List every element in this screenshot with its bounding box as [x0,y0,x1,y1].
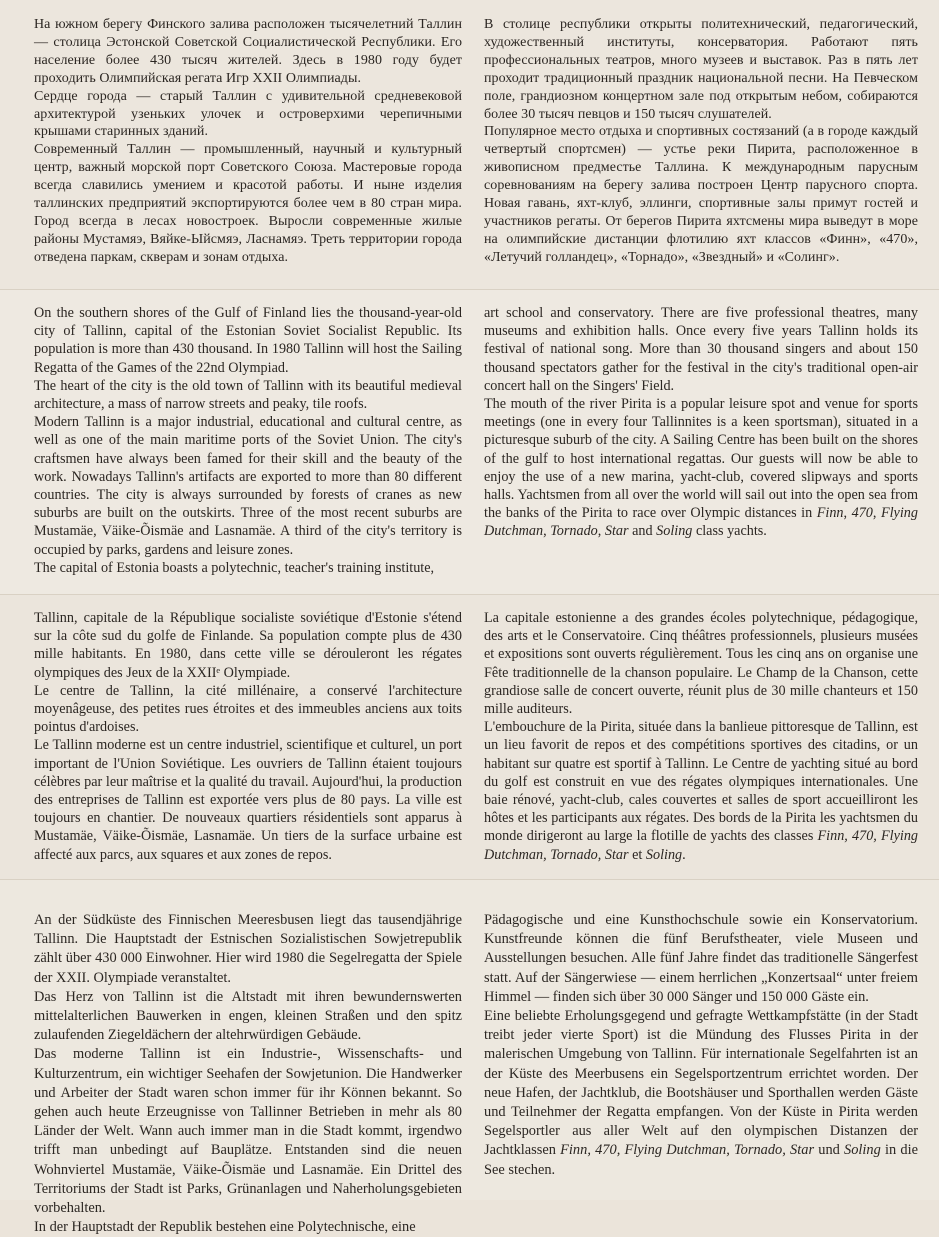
de-paragraph: An der Südküste des Finnischen Meeresbusen liegt das tausendjährige Tallinn. Die Hauptstadt der Estnischen Sozialistischen Sowjetrepublik zählt über 430 000 Einwohner. Hier wird 1980 die Segelregatta der Spiele der XXII. Olympiade veranstaltet. [34,912,462,986]
separator: , [597,523,605,540]
english-section [0,290,939,595]
yacht-class: Tornado [550,523,598,540]
ru-paragraph: Современный Таллин — промышленный, научный и культурный центр, важный морской порт Советского Союза. Мастеровые города всегда славились умением и красотой работы. И ныне изделия таллинских предприятий экспортируются более чем в 80 стран мира. Город всегда в лесах новостроек. Выросли современные жилые районы Мустамяэ, Вяйке-Ыйсмяэ, Ласнамяэ. Треть территории города отведена паркам, скверам и зонам отдыха. [34,142,462,265]
yacht-class: Soling [844,1142,881,1159]
yacht-class: Soling [656,523,693,540]
sentence-end: in die See stechen. [484,1142,918,1178]
ru-paragraph: Сердце города — старый Таллин с удивительной средневековой архитектурой узеньких улочек и островерхими черепичными крышами старинных зданий. [34,88,462,140]
de-paragraph: In der Hauptstadt der Republik bestehen eine Polytechnische, eine [34,1219,416,1236]
ru-paragraph: На южном берегу Финского залива расположен тысячелетний Таллин — столица Эстонской Советской Социалистической Республики. Его население более 430 тысяч жителей. Здесь в 1980 году будет проходить Олимпийская регата Игр XXII Олимпиады. [34,17,462,86]
fr-paragraph: Tallinn, capitale de la République socialiste soviétique d'Estonie s'étend sur la côte sud du golfe de Finlande. Sa population compte plus de 430 mille habitants. En 1980, dans cette ville se dérouleront les régates olympiques des Jeux de la XXIIᵉ Olympiade. [34,610,462,681]
en-paragraph: Modern Tallinn is a major industrial, educational and cultural centre, as well as one of the main maritime ports of the Soviet Union. The city's craftsmen have always been famed for their skill and the beauty of the work. Nowadays Tallinn's artifacts are exported to more than 80 different countries. The city is always surrounded by forests of cranes as new suburbs are built on the outskirts. Three of the most recent suburbs are Mustamäe, Väike-Õismäe and Lasnamäe. A third of the city's territory is occupied by parks, gardens and leisure zones. [34,414,462,558]
fr-paragraph: Le centre de Tallinn, la cité millénaire, a conservé l'architecture moyenâgeuse, des petites rues étroites et des immeubles anciens aux toits pointus d'ardoises. [34,682,462,736]
en-paragraph: On the southern shores of the Gulf of Finland lies the thousand-year-old city of Tallinn, capital of the Estonian Soviet Socialist Republic. Its population is more than 430 thousand. In 1980 Tallinn will host the Sailing Regatta of the Games of the 22nd Olympiad. [34,305,462,376]
russian-left-column [34,16,462,267]
fr-paragraph [484,718,918,864]
ru-paragraph: Популярное место отдыха и спортивных состязаний (а в городе каждый четвертый спортсмен) — устье реки Пирита, расположенное в живописном предместье Таллина. К международным парусным соревнованиям на берегу залива построен Центр парусного спорта. Новая гавань, яхт-клуб, эллинги, спортивные залы примут гостей и участников регаты. От берегов Пирита яхтсмены мира выведут в море на олимпийские дистанции флотилию яхт классов «Финн», «470», «Летучий голландец», «Торнадо», «Звездный» и «Солинг». [484,124,918,265]
french-left-column [34,609,462,864]
french-section [0,595,939,880]
english-left-column [34,304,462,577]
french-right-column [484,609,918,864]
fr-paragraph: Le Tallinn moderne est un centre industriel, scientifique et culturel, un port important de l'Union Soviétique. Les ouvriers de Tallinn étaient toujours célèbres par leur maîtrise et la qualité du travail. Aujourd'hui, la production des entreprises de Tallinn est exportée vers plus de 80 pays. La ville est toujours en chantier. De nouveaux quartiers résidentiels sont apparus à Mustamäe, Väike-Õismäe, Lasnamäe. Un tiers de la surface urbaine est affecté aux parcs, aux squares et aux zones de repos. [34,737,462,863]
german-section [0,880,939,1236]
separator: , [543,523,551,540]
russian-right-column [484,16,918,267]
yacht-class: Flying Dutchman [484,505,918,540]
yacht-class: Finn [816,505,844,522]
yacht-class: Soling [645,846,683,863]
english-right-column [484,304,918,541]
german-right-column [484,911,918,1180]
en-paragraph [484,395,918,541]
yacht-classes: Finn, 470, Flying Dutchman, Tornado, Star [484,828,919,863]
separator: , [843,505,852,522]
en-paragraph: The capital of Estonia boasts a polytechnic, teacher's training institute, [34,559,435,576]
sentence-end: . [682,846,686,863]
yacht-classes: Finn, 470, Flying Dutchman, Tornado, Star [560,1142,815,1159]
german-left-column [34,911,462,1237]
de-paragraph-text: Eine beliebte Erholungsgegend und gefragte Wettkampfstätte (in der Stadt treibt jeder vierte Sport) ist die Mündung des Flusses Pirita in der malerischen Umgebung von Tallinn. Für internationale Segelfahrten ist an der Küste des Meerbusens ein Segelsportzentrum errichtet worden. Der neue Hafen, der Jachtklub, die Bootshäuser und Sporthallen werden Gäste und Teilnehmer der Regatta empfangen. Von der Küste in Pirita werden Segelsportler aus aller Welt auf den olympischen Distanzen der Jachtklassen [484,1008,918,1159]
en-paragraph-text: The mouth of the river Pirita is a popular leisure spot and venue for sports meetings (one in every four Tallinnites is a keen sportsman), situated in a picturesque suburb of the city. A Sailing Centre has been built on the shores of the gulf to host international regattas. Our guests will now be able to enjoy the use of a new marina, yacht-club, covered slipways and sports halls. Yachtsmen from all over the world will sail out into the open sea from the banks of the Pirita to race over Olympic distances in [484,396,918,522]
conjunction: and [628,523,657,540]
yacht-class: Star [604,523,629,540]
sentence-end: class yachts. [692,523,767,540]
fr-paragraph-text: L'embouchure de la Pirita, située dans la banlieue pittoresque de Tallinn, est un lieu favorit de repos et des compétitions sportives des citadins, or un habitant sur quatre est sportif à Tallinn. Le Centre de yachting situé au bord du golf est construit en vue des régates olympiques internationales. Une baie rénové, yacht-club, cales couvertes et salles de sport accueilliront les hôtes et les participants aux régates. Des bords de la Pirita les yachtsmen du monde dirigeront au large la flotille de yachts des classes [484,719,918,845]
separator: , [872,505,881,522]
de-paragraph [484,1007,918,1180]
yacht-class: 470 [851,505,873,522]
conjunction: et [628,846,646,863]
en-paragraph: The heart of the city is the old town of Tallinn with its beautiful medieval architecture, a mass of narrow streets and peaky, tile roofs. [34,377,462,413]
en-paragraph: art school and conservatory. There are five professional theatres, many museums and exhibition halls. Once every five years Tallinn holds its festival of national song. More than 30 thousand singers and about 150 thousand spectators gather for the festival in the city's traditional open-air concert hall on the Singers' Field. [484,305,918,394]
de-paragraph: Pädagogische und eine Kunsthochschule sowie ein Konservatorium. Kunstfreunde können die fünf Berufstheater, viele Museen und Ausstellungen besuchen. Alle fünf Jahre findet das traditionelle Sängerfest statt. Auf der Sängerwiese — einem herrlichen „Konzertsaal“ unter freiem Himmel — finden sich über 30 000 Sänger und 150 000 Gäste ein. [484,912,918,1005]
ru-paragraph: В столице республики открыты политехнический, педагогический, художественный институты, консерватория. Работают пять профессиональных театров, много музеев и выставок. Раз в пять лет проходит традиционный праздник национальной песни. На Певческом поле, грандиозном концертном зале под открытым небом, собираются более 30 тысяч певцов и 150 тысяч слушателей. [484,17,918,122]
de-paragraph: Das Herz von Tallinn ist die Altstadt mit ihren bewundernswerten mittelalterlichen Bauwerken in engen, kleinen Straßen und den spitz zulaufenden Ziegeldächern der altehrwürdigen Gebäude. [34,988,462,1044]
russian-section [0,0,939,290]
fr-paragraph: La capitale estonienne a des grandes écoles polytechnique, pédagogique, des arts et le Conservatoire. Cinq théâtres professionnels, plusieurs musées et expositions sont ouverts régulièrement. Tous les cinq ans on organise une Fête traditionnelle de la chanson populaire. Le Champ de la Chanson, cette grandiose salle de concert ouverte, réunit plus de 30 mille chanteurs et 150 mille auditeurs. [484,610,918,718]
conjunction: und [814,1142,845,1159]
de-paragraph: Das moderne Tallinn ist ein Industrie-, Wissenschafts- und Kulturzentrum, ein wichtiger Seehafen der Sowjetunion. Die Handwerker und Arbeiter der Stadt waren schon immer für ihr Können bekannt. So gehen auch heute Erzeugnisse von Tallinner Betrieben in mehr als 80 Länder der Welt. Wann auch immer man in die Stadt kommt, irgendwo trifft man unbedingt auf Bauplätze. Entstanden sind die neuen Wohnviertel Mustamäe, Väike-Õismäe und Lasnamäe. Ein Drittel des Territoriums der Stadt ist Parks, Grünanlagen und Naherholungsgebieten vorbehalten. [34,1046,462,1217]
